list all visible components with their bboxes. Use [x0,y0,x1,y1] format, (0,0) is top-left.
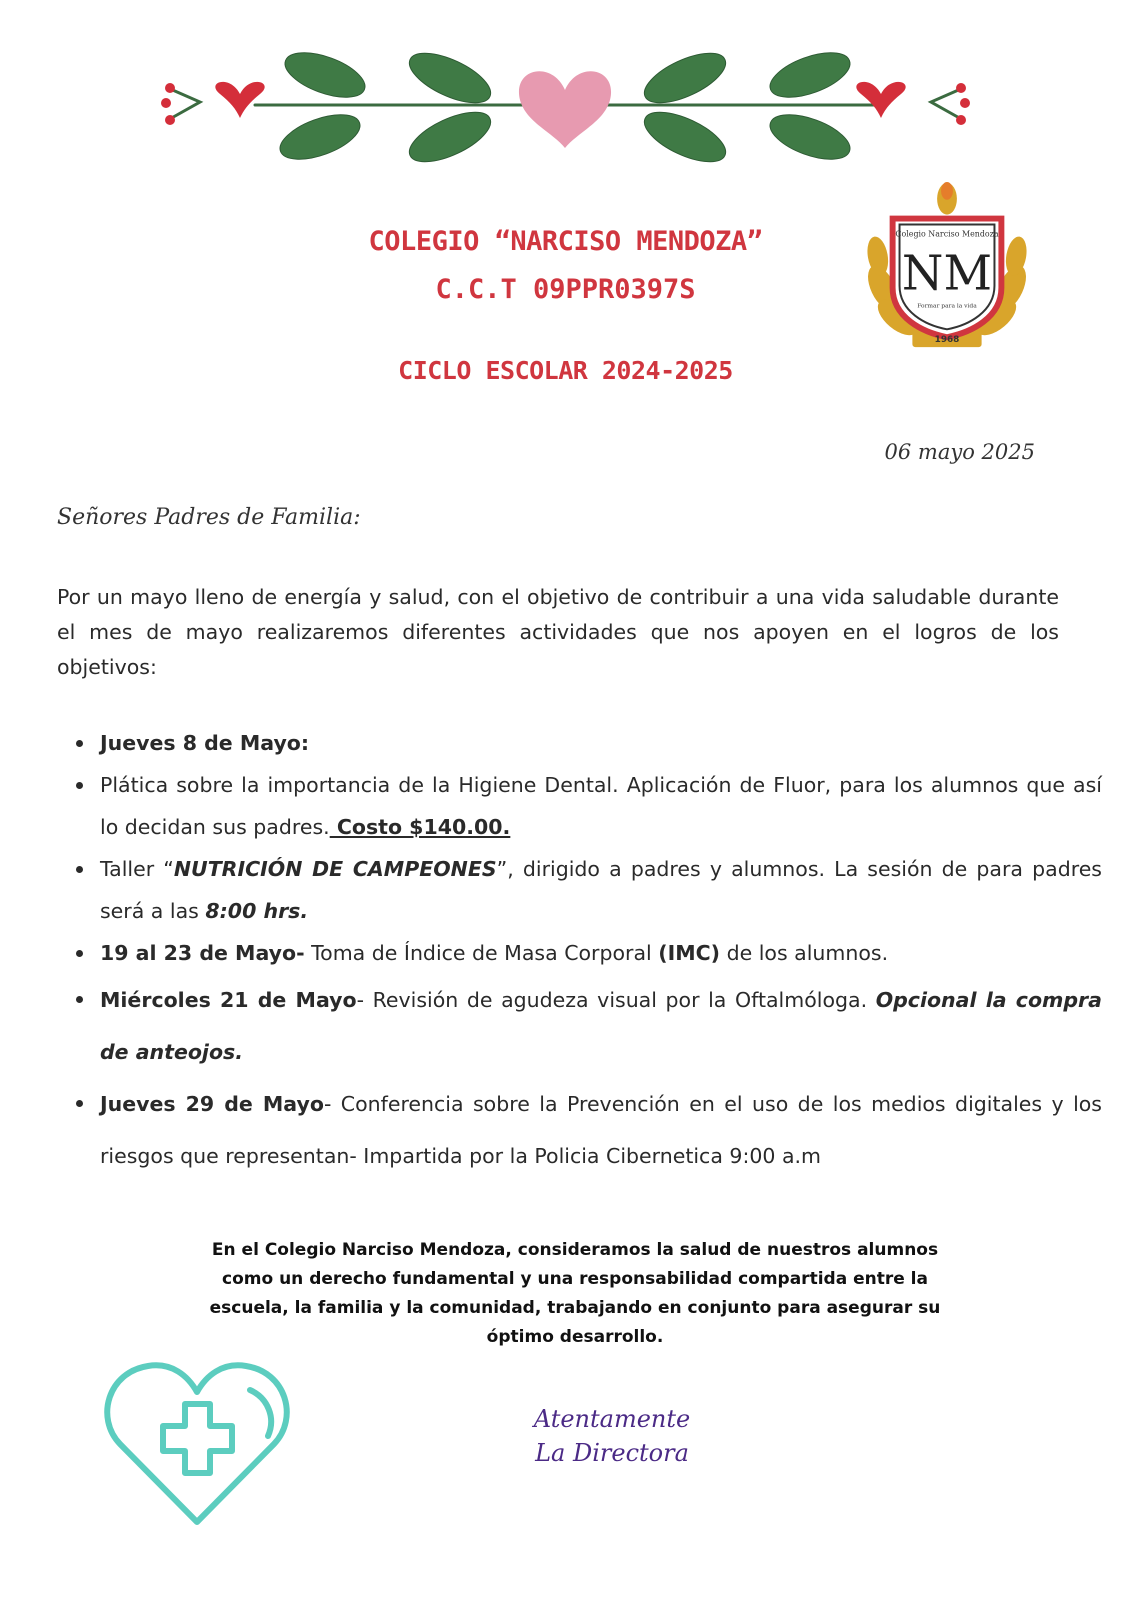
closing-statement: En el Colegio Narciso Mendoza, consideramos la salud de nuestros alumnos como un derecho fundamental y una responsabilidad compartida entre la escuela, la familia y la comunidad, trabajando en conjunto para asegurar su óptimo desarrollo. [209,1240,941,1347]
list-item [100,848,1102,932]
item-text: ”, dirigido a padres y alumnos. La sesión de para padres será a las [100,857,1102,923]
school-seal [858,178,1036,358]
item-text: de los alumnos. [720,941,889,965]
item-imc: (IMC) [658,941,721,965]
school-cycle: CICLO ESCOLAR 2024-2025 [398,356,733,385]
heart-cross-icon [100,1352,295,1532]
list-item [100,764,1102,848]
list-item [100,1078,1102,1182]
signature-closing: Atentamente [533,1405,691,1433]
item-date: Jueves 8 de Mayo: [100,731,310,755]
item-date: Jueves 29 de Mayo [100,1092,324,1116]
workshop-name: NUTRICIÓN DE CAMPEONES [173,857,497,881]
school-name: COLEGIO “NARCISO MENDOZA” [368,226,763,257]
greeting: Señores Padres de Familia: [57,505,361,530]
item-text: - Revisión de agudeza visual por la Oftalmóloga. [356,988,876,1012]
school-cct: C.C.T 09PPR0397S [435,274,696,305]
list-item [100,932,1102,974]
item-time: 8:00 hrs. [205,899,309,923]
letter-date: 06 mayo 2025 [884,440,1035,464]
item-text: Taller “ [100,857,174,881]
floral-garland [160,40,971,180]
item-optional: Opcional la compra de anteojos. [100,988,1103,1064]
list-item [100,974,1102,1078]
item-cost: Costo $140.00. [329,815,511,839]
intro-paragraph: Por un mayo lleno de energía y salud, con el objetivo de contribuir a una vida saludable durante el mes de mayo realizaremos diferentes actividades que nos apoyen en el logros de los objetivos: [57,585,1059,679]
item-text: - Conferencia sobre la Prevención en el uso de los medios digitales y los riesgos que representan- Impartida por la Policia Cibernetica 9:00 a.m [100,1092,1102,1168]
seal-ring-text: Colegio Narciso Mendoza [895,229,999,239]
signature-title: La Directora [535,1439,689,1467]
activity-list [57,722,1102,1182]
item-date: Miércoles 21 de Mayo [100,988,357,1012]
item-text: Toma de Índice de Masa Corporal [304,941,659,965]
seal-year: 1968 [934,335,960,346]
item-date: 19 al 23 de Mayo- [100,941,305,965]
item-text: Plática sobre la importancia de la Higiene Dental. Aplicación de Fluor, para los alumnos que así lo decidan sus padres. [100,773,1102,839]
list-item [100,722,1102,764]
seal-monogram: NM [901,246,993,302]
seal-motto: Formar para la vida [917,302,977,310]
signature-block [462,1402,762,1470]
